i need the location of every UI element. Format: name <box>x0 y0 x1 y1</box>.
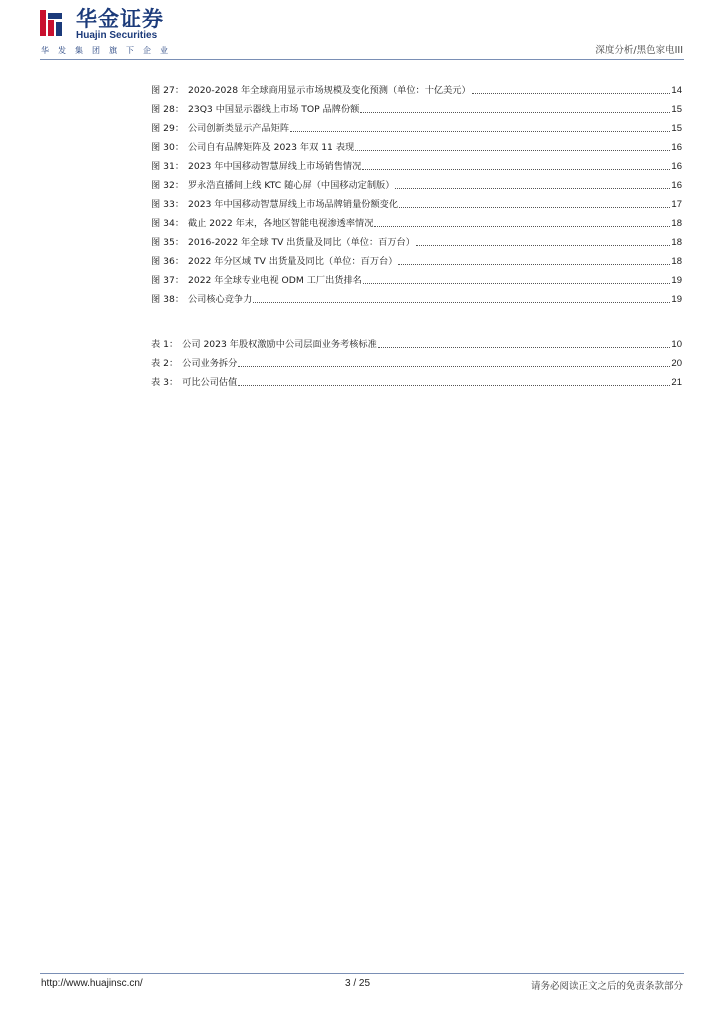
entry-page-number: 16 <box>671 179 682 191</box>
entry-title: 公司业务拆分 <box>182 357 238 369</box>
toc-entry[interactable] <box>151 195 682 214</box>
entry-page-number: 16 <box>671 160 682 172</box>
entry-label: 表 1 <box>151 338 169 350</box>
entry-separator: ： <box>174 198 184 210</box>
entry-separator: ： <box>174 236 184 248</box>
toc-entry[interactable] <box>151 157 682 176</box>
footer-divider <box>40 973 684 974</box>
brand-name-cn: 华金证券 <box>76 7 164 31</box>
dot-leader <box>416 245 670 246</box>
dot-leader <box>290 131 670 132</box>
entry-page-number: 15 <box>671 103 682 115</box>
entry-title: 2022 年分区域 TV 出货量及同比（单位：百万台） <box>188 255 398 267</box>
table-list <box>151 335 682 392</box>
dot-leader <box>399 207 670 208</box>
toc-entry[interactable] <box>151 354 682 373</box>
entry-label: 表 2 <box>151 357 169 369</box>
entry-separator: ： <box>174 122 184 134</box>
entry-title: 2022 年全球专业电视 ODM 工厂出货排名 <box>188 274 362 286</box>
toc-entry[interactable] <box>151 373 682 392</box>
entry-page-number: 19 <box>671 293 682 305</box>
dot-leader <box>360 112 670 113</box>
entry-separator: ： <box>174 141 184 153</box>
toc-entry[interactable] <box>151 138 682 157</box>
figure-list <box>151 81 682 309</box>
dot-leader <box>363 283 671 284</box>
toc-entry[interactable] <box>151 271 682 290</box>
entry-label: 图 30 <box>151 141 175 153</box>
dot-leader <box>374 226 670 227</box>
header-divider <box>40 59 684 60</box>
page-number: 3 / 25 <box>345 978 371 989</box>
toc-entry[interactable] <box>151 290 682 309</box>
disclaimer-note: 请务必阅读正文之后的免责条款部分 <box>530 981 683 992</box>
dot-leader <box>355 150 670 151</box>
entry-page-number: 15 <box>671 122 682 134</box>
entry-title: 可比公司估值 <box>182 376 238 388</box>
entry-label: 图 34 <box>151 217 175 229</box>
dot-leader <box>238 385 670 386</box>
toc-entry[interactable] <box>151 214 682 233</box>
entry-label: 图 35 <box>151 236 175 248</box>
entry-title: 2020-2028 年全球商用显示市场规模及变化预测（单位：十亿美元） <box>188 84 471 96</box>
dot-leader <box>253 302 670 303</box>
entry-separator: ： <box>174 179 184 191</box>
dot-leader <box>398 264 670 265</box>
entry-page-number: 18 <box>671 255 682 267</box>
toc-entry[interactable] <box>151 335 682 354</box>
entry-title: 罗永浩直播间上线 KTC 随心屏（中国移动定制版） <box>188 179 395 191</box>
entry-title: 2016-2022 年全球 TV 出货量及同比（单位：百万台） <box>188 236 415 248</box>
report-type: 深度分析/黑色家电III <box>595 45 683 56</box>
entry-page-number: 20 <box>671 357 682 369</box>
entry-label: 图 33 <box>151 198 175 210</box>
entry-title: 公司自有品牌矩阵及 2023 年双 11 表现 <box>188 141 355 153</box>
entry-title: 2023 年中国移动智慧屏线上市场销售情况 <box>188 160 362 172</box>
entry-label: 图 31 <box>151 160 175 172</box>
entry-page-number: 16 <box>671 141 682 153</box>
entry-page-number: 21 <box>671 376 682 388</box>
brand-slogan: 华发集团旗下企业 <box>41 46 177 55</box>
toc-entry[interactable] <box>151 81 682 100</box>
entry-separator: ： <box>168 357 179 369</box>
brand-name-en: Huajin Securities <box>76 30 158 41</box>
entry-page-number: 10 <box>671 338 682 350</box>
entry-title: 公司核心竞争力 <box>188 293 253 305</box>
toc-entry[interactable] <box>151 233 682 252</box>
entry-title: 公司 2023 年股权激励中公司层面业务考核标准 <box>182 338 377 350</box>
entry-label: 表 3 <box>151 376 169 388</box>
toc-entry[interactable] <box>151 100 682 119</box>
entry-title: 2023 年中国移动智慧屏线上市场品牌销量份额变化 <box>188 198 399 210</box>
entry-separator: ： <box>168 376 179 388</box>
huajin-logo-icon <box>40 10 62 36</box>
entry-title: 公司创新类显示产品矩阵 <box>188 122 290 134</box>
entry-page-number: 18 <box>671 217 682 229</box>
entry-separator: ： <box>174 255 184 267</box>
entry-separator: ： <box>174 103 184 115</box>
entry-page-number: 18 <box>671 236 682 248</box>
dot-leader <box>472 93 671 94</box>
entry-separator: ： <box>174 217 184 229</box>
entry-label: 图 36 <box>151 255 175 267</box>
toc-entry[interactable] <box>151 252 682 271</box>
entry-label: 图 38 <box>151 293 175 305</box>
footer-url-link[interactable]: http://www.huajinsc.cn/ <box>41 978 143 989</box>
page-header <box>0 0 724 60</box>
entry-separator: ： <box>168 338 179 350</box>
entry-page-number: 17 <box>671 198 682 210</box>
entry-label: 图 37 <box>151 274 175 286</box>
dot-leader <box>378 347 671 348</box>
entry-page-number: 14 <box>671 84 682 96</box>
dot-leader <box>238 366 670 367</box>
entry-label: 图 28 <box>151 103 175 115</box>
entry-label: 图 29 <box>151 122 175 134</box>
entry-title: 截止 2022 年末，各地区智能电视渗透率情况 <box>188 217 374 229</box>
toc-entry[interactable] <box>151 176 682 195</box>
entry-separator: ： <box>174 274 184 286</box>
entry-separator: ： <box>174 84 184 96</box>
dot-leader <box>395 188 670 189</box>
entry-separator: ： <box>174 293 184 305</box>
toc-entry[interactable] <box>151 119 682 138</box>
dot-leader <box>362 169 670 170</box>
entry-separator: ： <box>174 160 184 172</box>
entry-label: 图 27 <box>151 84 175 96</box>
entry-page-number: 19 <box>671 274 682 286</box>
entry-label: 图 32 <box>151 179 175 191</box>
entry-title: 23Q3 中国显示器线上市场 TOP 品牌份额 <box>188 103 360 115</box>
